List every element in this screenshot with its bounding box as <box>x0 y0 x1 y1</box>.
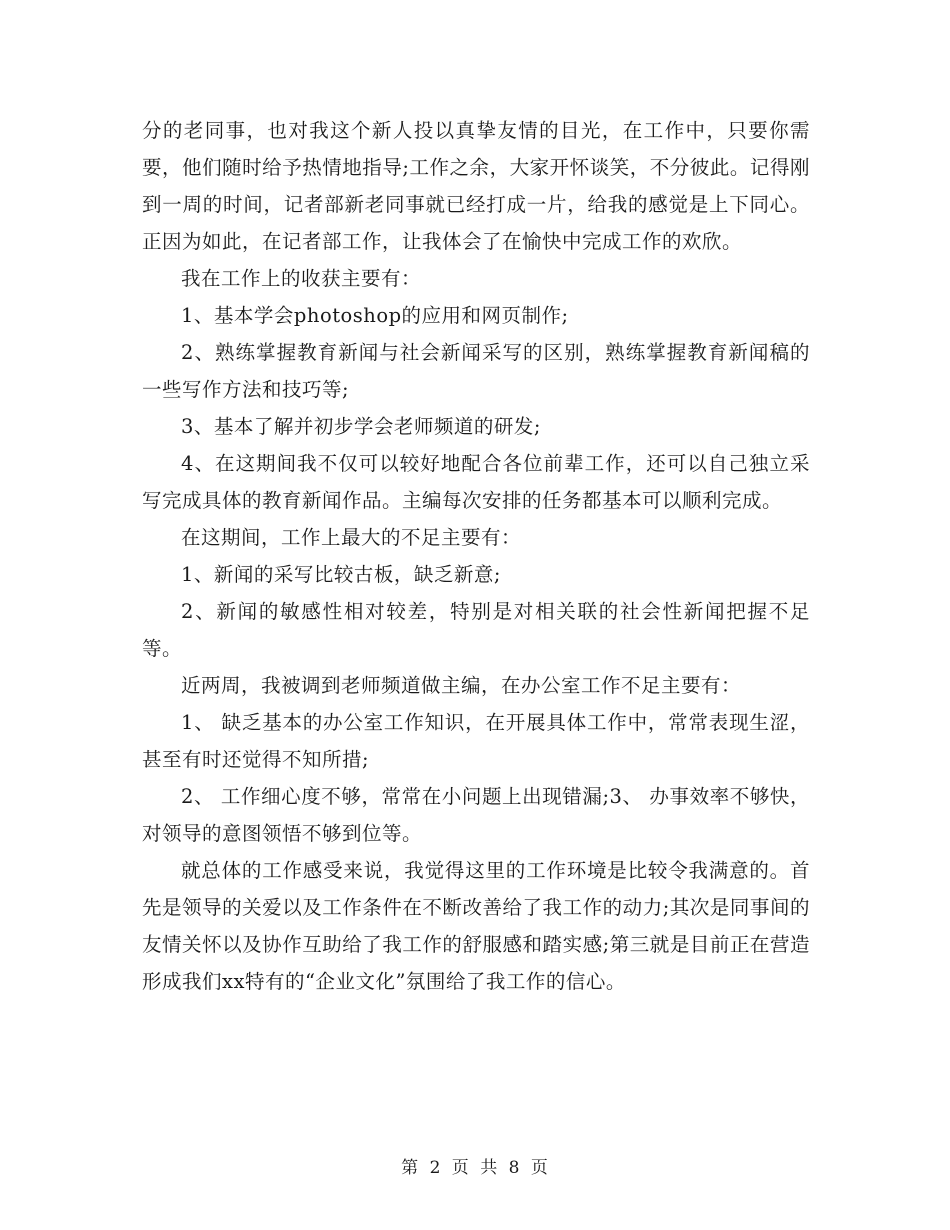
list-item: 2、 工作细心度不够，常常在小问题上出现错漏;3、 办事效率不够快，对领导的意图领悟不够到位等。 <box>142 785 810 845</box>
list-item: 1、基本学会photoshop的应用和网页制作; <box>181 304 569 327</box>
list-item: 4、在这期间我不仅可以较好地配合各位前辈工作，还可以自己独立采写完成具体的教育新闻作品。主编每次安排的任务都基本可以顺利完成。 <box>142 452 810 512</box>
list-item: 1、新闻的采写比较古板，缺乏新意; <box>181 563 501 586</box>
page-number-footer: 第 2 页 共 8 页 <box>401 1158 549 1178</box>
page-body <box>142 112 810 1000</box>
list-item: 3、基本了解并初步学会老师频道的研发; <box>181 415 541 438</box>
list-item: 2、熟练掌握教育新闻与社会新闻采写的区别，熟练掌握教育新闻稿的一些写作方法和技巧等; <box>142 341 810 401</box>
paragraph: 分的老同事，也对我这个新人投以真挚友情的目光，在工作中，只要你需要，他们随时给予热情地指导;工作之余，大家开怀谈笑，不分彼此。记得刚到一周的时间，记者部新老同事就已经打成一片，给我的感觉是上下同心。正因为如此，在记者部工作，让我体会了在愉快中完成工作的欢欣。 <box>142 119 810 253</box>
paragraph: 在这期间，工作上最大的不足主要有： <box>181 526 522 549</box>
paragraph: 就总体的工作感受来说，我觉得这里的工作环境是比较令我满意的。首先是领导的关爱以及工作条件在不断改善给了我工作的动力;其次是同事间的友情关怀以及协作互助给了我工作的舒服感和踏实感;第三就是目前正在营造形成我们xx特有的“企业文化”氛围给了我工作的信心。 <box>142 859 810 993</box>
paragraph: 我在工作上的收获主要有： <box>181 267 422 290</box>
list-item: 1、 缺乏基本的办公室工作知识，在开展具体工作中，常常表现生涩，甚至有时还觉得不知所措; <box>142 711 810 771</box>
paragraph: 近两周，我被调到老师频道做主编，在办公室工作不足主要有： <box>181 674 742 697</box>
list-item: 2、新闻的敏感性相对较差，特别是对相关联的社会性新闻把握不足等。 <box>142 600 810 660</box>
